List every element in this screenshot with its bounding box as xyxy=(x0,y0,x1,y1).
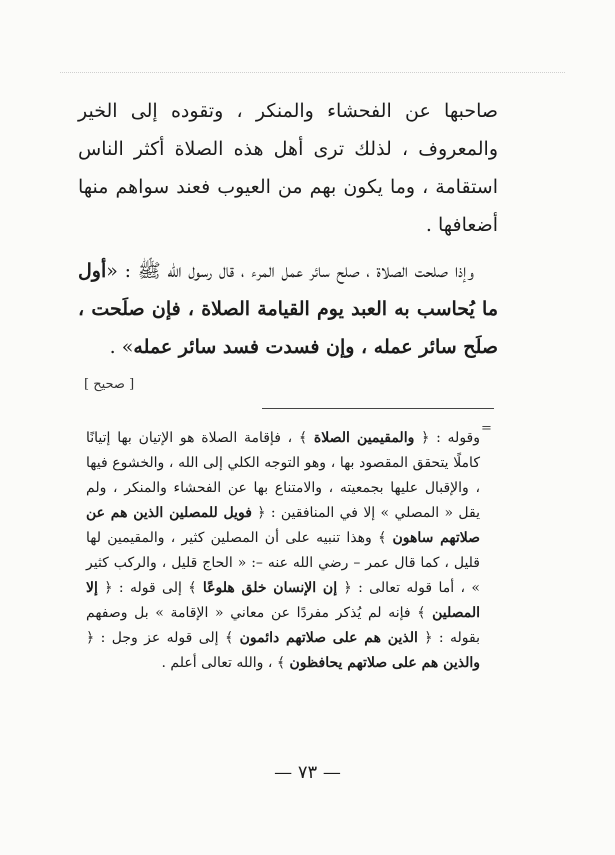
footnote-text: ﴾ إلى قوله عز وجل : ﴿ xyxy=(86,630,240,646)
quran-quote: إن الإنسان خلق هلوعًا xyxy=(202,580,338,596)
quran-quote: والمقيمين الصلاة xyxy=(313,430,415,446)
footnote-text: وقوله : ﴿ xyxy=(414,430,481,446)
footnote xyxy=(86,426,480,676)
quran-quote: والذين هم على صلاتهم يحافظون xyxy=(289,655,480,671)
footnote-separator xyxy=(262,408,494,409)
footnote-text: ﴾ إلى قوله : ﴿ xyxy=(97,580,203,596)
main-text xyxy=(78,92,498,404)
quran-quote: فويل للمصلين الذين هم عن صلاتهم ساهون xyxy=(86,505,480,546)
quran-quote: الذين هم على صلاتهم دائمون xyxy=(239,630,418,646)
quran-quote: إلا المصلين xyxy=(86,580,480,621)
paragraph-1: صاحبها عن الفحشاء والمنكر ، وتقوده إلى الخير والمعروف ، لذلك ترى أهل هذه الصلاة أكثر الناس استقامة ، وما يكون بهم من العيوب فعند سواهم منها أضعافها . xyxy=(78,100,498,236)
top-dotted-rule xyxy=(60,72,565,73)
footnote-text: ﴾ ، فإقامة الصلاة هو الإتيان بها إتيانًا كاملًا يتحقق المقصود بها ، وهو التوجه الكلي إلى الله ، والخشوع فيها ، والإقبال عليها بجمعيته ، والامتناع بها عن الفحشاء والمنكر ، ولم يقل « المصلي » إلا في المنافقين : ﴿ xyxy=(86,430,480,521)
footnote-text: ﴾ وهذا تنبيه على أن المصلين كثير ، والمقيمين لها قليل ، كما قال عمر – رضي الله عنه –: « الحاج قليل ، والركب كثير » ، أما قوله تعالى : ﴿ xyxy=(86,530,480,596)
page-number: — ٧٣ — xyxy=(274,762,341,783)
hadith-text: أول ما يُحاسب به العبد يوم القيامة الصلاة ، فإن صلَحت ، صلَح سائر عمله ، وإن فسدت فسد سائر عمله xyxy=(78,260,498,358)
footnote-continuation-marker: = xyxy=(481,421,492,436)
footnote-paragraph xyxy=(86,426,480,676)
hadith-close: » . xyxy=(109,336,134,358)
footnote-text: ﴾ ، والله تعالى أعلم . xyxy=(161,655,290,671)
footnote-text: ﴾ فإنه لم يُذكر مفردًا عن معاني « الإقامة » بل وصفهم بقوله : ﴿ xyxy=(86,605,480,646)
hadith-intro: وإذا صلحت الصلاة ، صلح سائر عمل المرء ، قال رسول الله ﷺ : « xyxy=(106,260,474,282)
paragraph-2 xyxy=(78,252,498,392)
hadith-grade: [ صحيح ] xyxy=(84,377,135,392)
